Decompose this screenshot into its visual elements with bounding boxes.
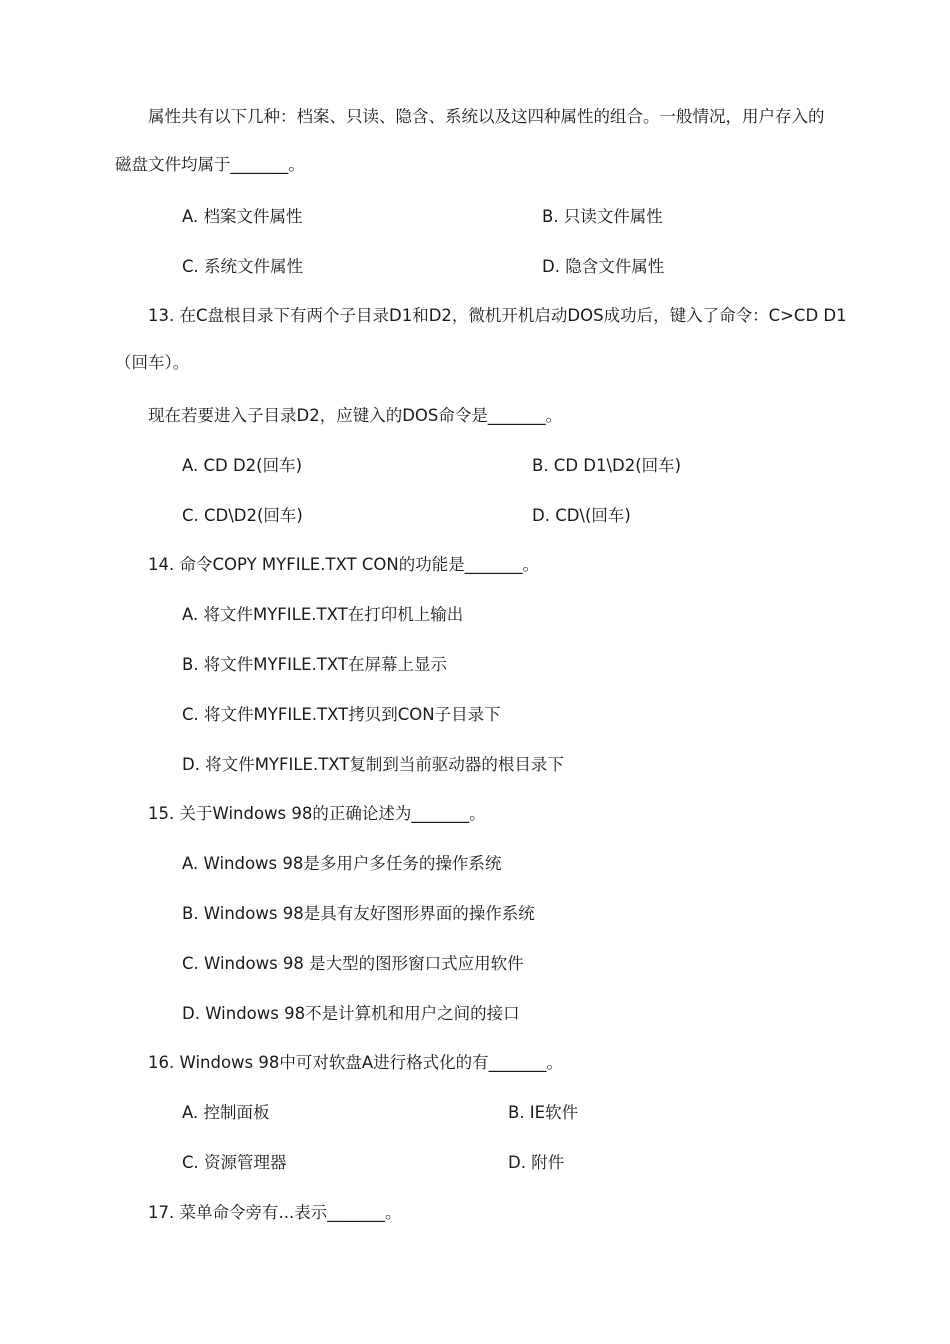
- q12-option-d: D. 隐含文件属性: [542, 257, 665, 276]
- q12-option-a: A. 档案文件属性: [182, 207, 303, 226]
- q15-option-a: A. Windows 98是多用户多任务的操作系统: [182, 854, 502, 873]
- q16-option-d: D. 附件: [508, 1153, 565, 1172]
- q12-stem-line1: 属性共有以下几种：档案、只读、隐含、系统以及这四种属性的组合。一般情况，用户存入的: [148, 107, 825, 126]
- q15-option-b: B. Windows 98是具有友好图形界面的操作系统: [182, 904, 535, 923]
- q16-option-b: B. IE软件: [508, 1103, 579, 1122]
- q12-option-c: C. 系统文件属性: [182, 257, 304, 276]
- q14-option-c: C. 将文件MYFILE.TXT拷贝到CON子目录下: [182, 705, 501, 724]
- q13-option-a: A. CD D2(回车): [182, 456, 303, 475]
- q15-stem: 15. 关于Windows 98的正确论述为_______。: [148, 804, 486, 823]
- q14-option-d: D. 将文件MYFILE.TXT复制到当前驱动器的根目录下: [182, 755, 564, 774]
- q14-option-a: A. 将文件MYFILE.TXT在打印机上输出: [182, 605, 464, 624]
- q14-stem: 14. 命令COPY MYFILE.TXT CON的功能是_______。: [148, 555, 539, 574]
- q12-stem-line2: 磁盘文件均属于_______。: [115, 155, 305, 174]
- q12-option-b: B. 只读文件属性: [542, 207, 663, 226]
- q17-stem: 17. 菜单命令旁有...表示_______。: [148, 1203, 402, 1222]
- q16-option-a: A. 控制面板: [182, 1103, 270, 1122]
- q13-option-d: D. CD\(回车): [532, 506, 631, 525]
- q16-option-c: C. 资源管理器: [182, 1153, 287, 1172]
- q16-stem: 16. Windows 98中可对软盘A进行格式化的有_______。: [148, 1053, 563, 1072]
- q13-stem-line3: 现在若要进入子目录D2，应键入的DOS命令是_______。: [148, 406, 563, 425]
- q15-option-d: D. Windows 98不是计算机和用户之间的接口: [182, 1004, 520, 1023]
- q13-option-b: B. CD D1\D2(回车): [532, 456, 682, 475]
- q14-option-b: B. 将文件MYFILE.TXT在屏幕上显示: [182, 655, 448, 674]
- q15-option-c: C. Windows 98 是大型的图形窗口式应用软件: [182, 954, 524, 973]
- q13-option-c: C. CD\D2(回车): [182, 506, 303, 525]
- q13-stem-line1: 13. 在C盘根目录下有两个子目录D1和D2，微机开机启动DOS成功后，键入了命令：C>CD D1: [148, 306, 847, 325]
- q13-stem-line2: （回车）。: [115, 353, 190, 372]
